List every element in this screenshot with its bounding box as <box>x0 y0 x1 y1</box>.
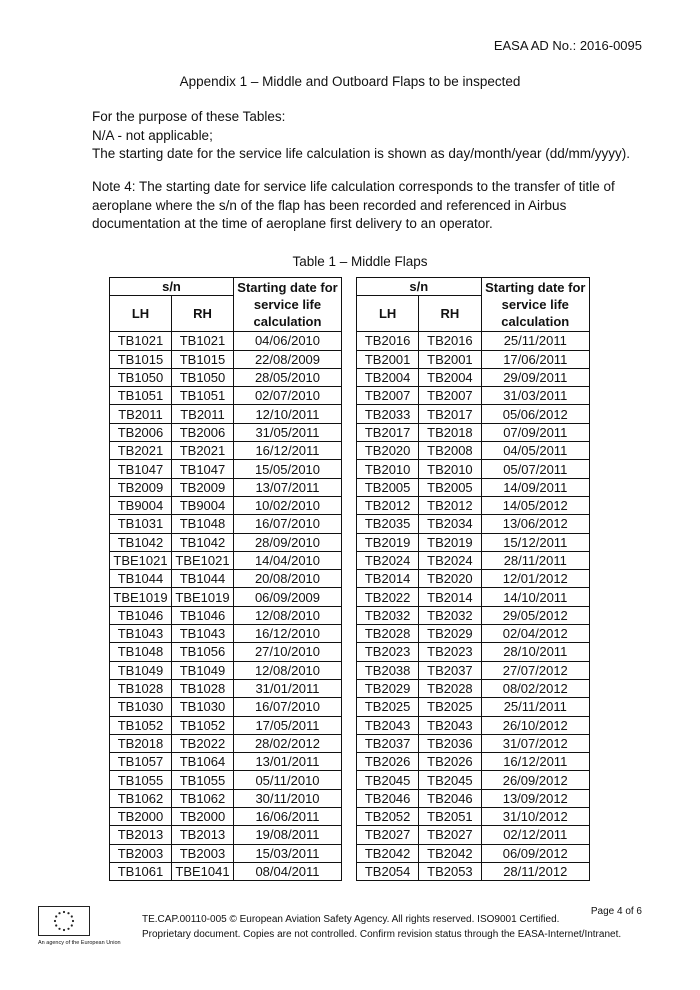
lh-serial-cell: TB2052 <box>357 808 419 826</box>
rh-serial-cell: TBE1021 <box>172 551 234 569</box>
rh-serial-cell: TB2010 <box>419 460 481 478</box>
lh-serial-cell: TB2000 <box>110 808 172 826</box>
rh-serial-cell: TB2021 <box>172 442 234 460</box>
lh-serial-cell: TB2037 <box>357 734 419 752</box>
starting-date-cell: 06/09/2009 <box>234 588 342 606</box>
starting-date-cell: 16/06/2011 <box>234 808 342 826</box>
intro-line-3: The starting date for the service life calculation is shown as day/month/year (dd/mm/yyyy). <box>92 146 630 161</box>
table-row <box>357 368 590 386</box>
table-row <box>357 698 590 716</box>
rh-serial-cell: TB1048 <box>172 515 234 533</box>
rh-serial-cell: TB1051 <box>172 387 234 405</box>
rh-serial-cell: TB1055 <box>172 771 234 789</box>
lh-serial-cell: TB1055 <box>110 771 172 789</box>
starting-date-cell: 16/07/2010 <box>234 698 342 716</box>
starting-date-cell: 27/07/2012 <box>481 661 589 679</box>
middle-flaps-table-right <box>356 277 590 881</box>
lh-serial-cell: TB2022 <box>357 588 419 606</box>
rh-serial-cell: TB2004 <box>419 368 481 386</box>
starting-date-cell: 17/05/2011 <box>234 716 342 734</box>
table-row <box>110 533 342 551</box>
starting-date-cell: 10/02/2010 <box>234 496 342 514</box>
starting-date-cell: 14/05/2012 <box>481 496 589 514</box>
rh-serial-cell: TB2036 <box>419 734 481 752</box>
intro-line-2: N/A - not applicable; <box>92 127 213 143</box>
lh-serial-cell: TB2054 <box>357 862 419 880</box>
starting-date-cell: 06/09/2012 <box>481 844 589 862</box>
lh-serial-cell: TB2017 <box>357 423 419 441</box>
page-number: Page 4 of 6 <box>590 906 642 917</box>
starting-date-cell: 25/11/2011 <box>481 332 589 350</box>
middle-flaps-table-left <box>109 277 342 881</box>
lh-serial-cell: TB2006 <box>110 423 172 441</box>
starting-date-cell: 25/11/2011 <box>481 698 589 716</box>
rh-serial-cell: TB2046 <box>419 789 481 807</box>
lh-header: LH <box>110 296 172 332</box>
lh-serial-cell: TBE1021 <box>110 551 172 569</box>
table-row <box>110 716 342 734</box>
table-row <box>110 423 342 441</box>
table-row <box>110 844 342 862</box>
rh-serial-cell: TB2025 <box>419 698 481 716</box>
starting-date-cell: 04/05/2011 <box>481 442 589 460</box>
table-row <box>110 478 342 496</box>
table-row <box>357 753 590 771</box>
table-row <box>357 771 590 789</box>
rh-serial-cell: TB2011 <box>172 405 234 423</box>
rh-serial-cell: TB1028 <box>172 679 234 697</box>
lh-serial-cell: TB2016 <box>357 332 419 350</box>
lh-serial-cell: TB2042 <box>357 844 419 862</box>
table-row <box>357 716 590 734</box>
starting-date-cell: 04/06/2010 <box>234 332 342 350</box>
rh-serial-cell: TB1047 <box>172 460 234 478</box>
table-row <box>110 826 342 844</box>
rh-serial-cell: TB2019 <box>419 533 481 551</box>
table-row <box>110 387 342 405</box>
table-row <box>110 350 342 368</box>
eu-star-icon <box>58 912 60 914</box>
lh-serial-cell: TB2033 <box>357 405 419 423</box>
starting-date-cell: 28/05/2010 <box>234 368 342 386</box>
lh-serial-cell: TB2038 <box>357 661 419 679</box>
lh-serial-cell: TB1030 <box>110 698 172 716</box>
rh-serial-cell: TB1015 <box>172 350 234 368</box>
table-row <box>357 734 590 752</box>
table-row <box>110 753 342 771</box>
lh-serial-cell: TB2023 <box>357 643 419 661</box>
starting-date-cell: 29/09/2011 <box>481 368 589 386</box>
starting-date-cell: 22/08/2009 <box>234 350 342 368</box>
rh-serial-cell: TB2009 <box>172 478 234 496</box>
lh-serial-cell: TB2043 <box>357 716 419 734</box>
eu-star-icon <box>58 928 60 930</box>
right-table-body <box>357 332 590 881</box>
lh-serial-cell: TB2011 <box>110 405 172 423</box>
rh-serial-cell: TB2029 <box>419 625 481 643</box>
lh-serial-cell: TBE1019 <box>110 588 172 606</box>
eu-star-icon <box>55 915 57 917</box>
table-row <box>110 551 342 569</box>
starting-date-cell: 12/10/2011 <box>234 405 342 423</box>
lh-serial-cell: TB2001 <box>357 350 419 368</box>
rh-serial-cell: TB2042 <box>419 844 481 862</box>
starting-date-cell: 29/05/2012 <box>481 606 589 624</box>
rh-serial-cell: TB2001 <box>419 350 481 368</box>
table-row <box>357 808 590 826</box>
rh-serial-cell: TB2034 <box>419 515 481 533</box>
table-row <box>110 515 342 533</box>
table-row <box>357 496 590 514</box>
table-row <box>357 423 590 441</box>
rh-serial-cell: TB1046 <box>172 606 234 624</box>
lh-serial-cell: TB1021 <box>110 332 172 350</box>
table-row <box>110 588 342 606</box>
rh-serial-cell: TB2013 <box>172 826 234 844</box>
left-table-body <box>110 332 342 881</box>
date-header: Starting date for service life calculation <box>234 278 342 332</box>
lh-serial-cell: TB2021 <box>110 442 172 460</box>
rh-serial-cell: TB1042 <box>172 533 234 551</box>
table-caption: Table 1 – Middle Flaps <box>292 254 428 269</box>
lh-serial-cell: TB2014 <box>357 570 419 588</box>
rh-serial-cell: TB1044 <box>172 570 234 588</box>
starting-date-cell: 30/11/2010 <box>234 789 342 807</box>
footer-text <box>142 912 621 942</box>
starting-date-cell: 31/10/2012 <box>481 808 589 826</box>
lh-serial-cell: TB1044 <box>110 570 172 588</box>
rh-header: RH <box>172 296 234 332</box>
table-row <box>357 515 590 533</box>
lh-serial-cell: TB1051 <box>110 387 172 405</box>
table-row <box>110 771 342 789</box>
rh-serial-cell: TB2003 <box>172 844 234 862</box>
starting-date-cell: 31/07/2012 <box>481 734 589 752</box>
lh-serial-cell: TB1049 <box>110 661 172 679</box>
lh-serial-cell: TB2024 <box>357 551 419 569</box>
eu-star-icon <box>67 912 69 914</box>
eu-star-icon <box>63 911 65 913</box>
rh-serial-cell: TB1021 <box>172 332 234 350</box>
starting-date-cell: 14/04/2010 <box>234 551 342 569</box>
starting-date-cell: 16/12/2011 <box>234 442 342 460</box>
starting-date-cell: 28/11/2011 <box>481 551 589 569</box>
table-row <box>357 460 590 478</box>
table-row <box>110 405 342 423</box>
rh-serial-cell: TB1030 <box>172 698 234 716</box>
lh-serial-cell: TB1042 <box>110 533 172 551</box>
table-row <box>110 862 342 880</box>
eu-star-icon <box>54 920 56 922</box>
lh-serial-cell: TB2013 <box>110 826 172 844</box>
starting-date-cell: 05/11/2010 <box>234 771 342 789</box>
starting-date-cell: 31/05/2011 <box>234 423 342 441</box>
lh-serial-cell: TB2003 <box>110 844 172 862</box>
lh-serial-cell: TB2009 <box>110 478 172 496</box>
starting-date-cell: 12/08/2010 <box>234 661 342 679</box>
lh-serial-cell: TB1061 <box>110 862 172 880</box>
rh-serial-cell: TB2017 <box>419 405 481 423</box>
eu-star-icon <box>67 928 69 930</box>
rh-serial-cell: TB1050 <box>172 368 234 386</box>
ad-number: EASA AD No.: 2016-0095 <box>493 38 642 53</box>
table-row <box>357 789 590 807</box>
lh-serial-cell: TB2012 <box>357 496 419 514</box>
starting-date-cell: 15/03/2011 <box>234 844 342 862</box>
rh-serial-cell: TB2023 <box>419 643 481 661</box>
rh-serial-cell: TB1056 <box>172 643 234 661</box>
starting-date-cell: 08/02/2012 <box>481 679 589 697</box>
rh-serial-cell: TB2000 <box>172 808 234 826</box>
lh-serial-cell: TB2025 <box>357 698 419 716</box>
rh-serial-cell: TB1043 <box>172 625 234 643</box>
rh-serial-cell: TBE1019 <box>172 588 234 606</box>
lh-serial-cell: TB2026 <box>357 753 419 771</box>
lh-serial-cell: TB2029 <box>357 679 419 697</box>
rh-serial-cell: TB1064 <box>172 753 234 771</box>
table-row <box>357 643 590 661</box>
starting-date-cell: 13/01/2011 <box>234 753 342 771</box>
eu-star-icon <box>71 915 73 917</box>
starting-date-cell: 14/09/2011 <box>481 478 589 496</box>
starting-date-cell: 31/03/2011 <box>481 387 589 405</box>
lh-serial-cell: TB1028 <box>110 679 172 697</box>
table-row <box>357 533 590 551</box>
eu-star-icon <box>55 924 57 926</box>
starting-date-cell: 02/04/2012 <box>481 625 589 643</box>
table-row <box>357 844 590 862</box>
rh-serial-cell: TB2053 <box>419 862 481 880</box>
starting-date-cell: 12/01/2012 <box>481 570 589 588</box>
table-row <box>357 588 590 606</box>
lh-serial-cell: TB2035 <box>357 515 419 533</box>
starting-date-cell: 20/08/2010 <box>234 570 342 588</box>
rh-serial-cell: TB2022 <box>172 734 234 752</box>
table-row <box>357 679 590 697</box>
table-row <box>357 661 590 679</box>
lh-serial-cell: TB2020 <box>357 442 419 460</box>
table-row <box>357 551 590 569</box>
lh-serial-cell: TB9004 <box>110 496 172 514</box>
lh-header: LH <box>357 296 419 332</box>
footer-line-2: Proprietary document. Copies are not controlled. Confirm revision status through the EASA-Internet/Intranet. <box>142 929 622 940</box>
rh-serial-cell: TB2018 <box>419 423 481 441</box>
starting-date-cell: 15/05/2010 <box>234 460 342 478</box>
starting-date-cell: 28/02/2012 <box>234 734 342 752</box>
table-row <box>110 789 342 807</box>
rh-header: RH <box>419 296 481 332</box>
starting-date-cell: 05/07/2011 <box>481 460 589 478</box>
table-row <box>110 368 342 386</box>
table-row <box>357 625 590 643</box>
starting-date-cell: 07/09/2011 <box>481 423 589 441</box>
appendix-title: Appendix 1 – Middle and Outboard Flaps to be inspected <box>179 74 521 89</box>
sn-header: s/n <box>357 278 482 296</box>
rh-serial-cell: TB2005 <box>419 478 481 496</box>
starting-date-cell: 02/12/2011 <box>481 826 589 844</box>
lh-serial-cell: TB2007 <box>357 387 419 405</box>
table-row <box>357 862 590 880</box>
rh-serial-cell: TB2006 <box>172 423 234 441</box>
table-row <box>357 478 590 496</box>
rh-serial-cell: TB2027 <box>419 826 481 844</box>
lh-serial-cell: TB1043 <box>110 625 172 643</box>
lh-serial-cell: TB2004 <box>357 368 419 386</box>
starting-date-cell: 27/10/2010 <box>234 643 342 661</box>
table-row <box>110 625 342 643</box>
rh-serial-cell: TB2012 <box>419 496 481 514</box>
lh-serial-cell: TB2019 <box>357 533 419 551</box>
starting-date-cell: 16/12/2010 <box>234 625 342 643</box>
starting-date-cell: 17/06/2011 <box>481 350 589 368</box>
starting-date-cell: 08/04/2011 <box>234 862 342 880</box>
lh-serial-cell: TB2027 <box>357 826 419 844</box>
lh-serial-cell: TB1052 <box>110 716 172 734</box>
sn-header: s/n <box>110 278 234 296</box>
date-header: Starting date for service life calculation <box>481 278 589 332</box>
starting-date-cell: 14/10/2011 <box>481 588 589 606</box>
starting-date-cell: 16/07/2010 <box>234 515 342 533</box>
table-row <box>357 570 590 588</box>
lh-serial-cell: TB1015 <box>110 350 172 368</box>
starting-date-cell: 02/07/2010 <box>234 387 342 405</box>
lh-serial-cell: TB2045 <box>357 771 419 789</box>
rh-serial-cell: TB2007 <box>419 387 481 405</box>
starting-date-cell: 26/09/2012 <box>481 771 589 789</box>
table-row <box>110 332 342 350</box>
rh-serial-cell: TB2043 <box>419 716 481 734</box>
table-row <box>357 405 590 423</box>
rh-serial-cell: TB2037 <box>419 661 481 679</box>
rh-serial-cell: TB2045 <box>419 771 481 789</box>
starting-date-cell: 13/09/2012 <box>481 789 589 807</box>
eu-star-icon <box>72 920 74 922</box>
rh-serial-cell: TB2016 <box>419 332 481 350</box>
table-row <box>110 698 342 716</box>
lh-serial-cell: TB2005 <box>357 478 419 496</box>
starting-date-cell: 31/01/2011 <box>234 679 342 697</box>
rh-serial-cell: TB2020 <box>419 570 481 588</box>
table-row <box>110 679 342 697</box>
table-row <box>357 332 590 350</box>
starting-date-cell: 12/08/2010 <box>234 606 342 624</box>
eu-flag-logo <box>38 906 90 936</box>
starting-date-cell: 13/06/2012 <box>481 515 589 533</box>
starting-date-cell: 28/11/2012 <box>481 862 589 880</box>
lh-serial-cell: TB2028 <box>357 625 419 643</box>
table-row <box>357 442 590 460</box>
lh-serial-cell: TB2032 <box>357 606 419 624</box>
starting-date-cell: 28/10/2011 <box>481 643 589 661</box>
rh-serial-cell: TB2032 <box>419 606 481 624</box>
lh-serial-cell: TB1047 <box>110 460 172 478</box>
lh-serial-cell: TB1046 <box>110 606 172 624</box>
table-row <box>110 442 342 460</box>
table-row <box>110 570 342 588</box>
starting-date-cell: 26/10/2012 <box>481 716 589 734</box>
table-row <box>110 661 342 679</box>
lh-serial-cell: TB2046 <box>357 789 419 807</box>
starting-date-cell: 28/09/2010 <box>234 533 342 551</box>
starting-date-cell: 19/08/2011 <box>234 826 342 844</box>
table-row <box>357 826 590 844</box>
note-4: Note 4: The starting date for service life calculation corresponds to the transfer of title of aeroplane where the s/n of the flap has been recorded and referenced in Airbus documentation at the time of aeroplane first delivery to an operator. <box>92 179 615 231</box>
table-row <box>110 460 342 478</box>
rh-serial-cell: TB1049 <box>172 661 234 679</box>
lh-serial-cell: TB2018 <box>110 734 172 752</box>
eu-star-icon <box>71 924 73 926</box>
lh-serial-cell: TB1057 <box>110 753 172 771</box>
table-row <box>110 734 342 752</box>
lh-serial-cell: TB2010 <box>357 460 419 478</box>
lh-serial-cell: TB1048 <box>110 643 172 661</box>
eu-star-icon <box>63 929 65 931</box>
lh-serial-cell: TB1031 <box>110 515 172 533</box>
starting-date-cell: 13/07/2011 <box>234 478 342 496</box>
table-row <box>357 350 590 368</box>
rh-serial-cell: TB2028 <box>419 679 481 697</box>
table-row <box>110 496 342 514</box>
footer-agency: An agency of the European Union <box>38 940 121 946</box>
rh-serial-cell: TB2051 <box>419 808 481 826</box>
table-row <box>110 643 342 661</box>
rh-serial-cell: TB1052 <box>172 716 234 734</box>
rh-serial-cell: TB2026 <box>419 753 481 771</box>
rh-serial-cell: TB2024 <box>419 551 481 569</box>
intro-line-1: For the purpose of these Tables: <box>92 109 286 124</box>
table-row <box>357 387 590 405</box>
table-row <box>357 606 590 624</box>
lh-serial-cell: TB1062 <box>110 789 172 807</box>
starting-date-cell: 16/12/2011 <box>481 753 589 771</box>
intro-block <box>92 108 652 164</box>
lh-serial-cell: TB1050 <box>110 368 172 386</box>
table-row <box>110 808 342 826</box>
rh-serial-cell: TB2014 <box>419 588 481 606</box>
rh-serial-cell: TB1062 <box>172 789 234 807</box>
rh-serial-cell: TBE1041 <box>172 862 234 880</box>
rh-serial-cell: TB2008 <box>419 442 481 460</box>
footer-line-1: TE.CAP.00110-005 © European Aviation Safety Agency. All rights reserved. ISO9001 Certified. <box>142 914 560 925</box>
starting-date-cell: 15/12/2011 <box>481 533 589 551</box>
table-row <box>110 606 342 624</box>
rh-serial-cell: TB9004 <box>172 496 234 514</box>
starting-date-cell: 05/06/2012 <box>481 405 589 423</box>
